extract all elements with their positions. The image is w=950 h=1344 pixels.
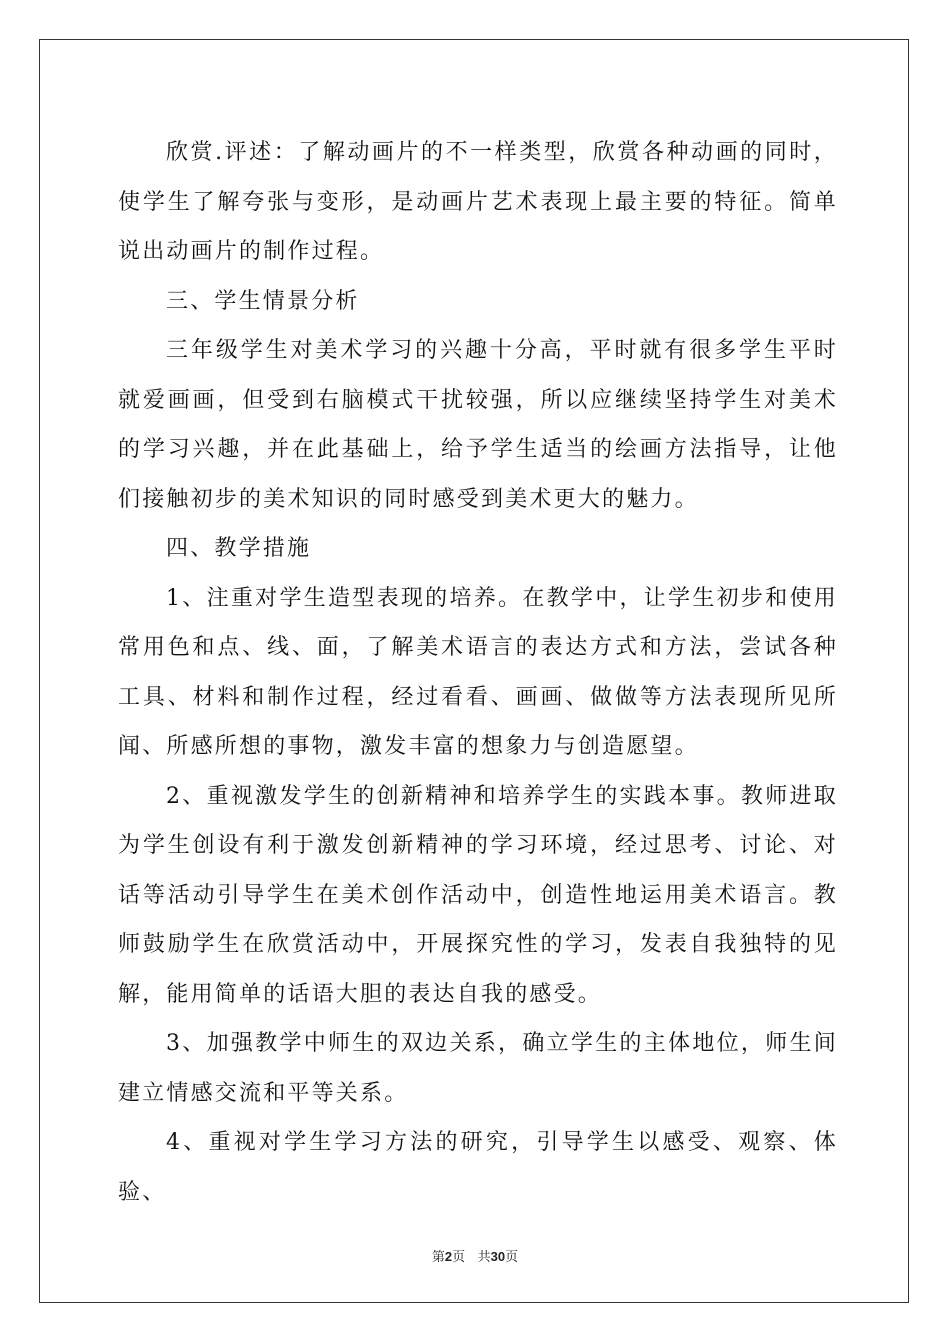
total-prefix: 共: [477, 1250, 491, 1265]
paragraph: 2、重视激发学生的创新精神和培养学生的实践本事。教师进取为学生创设有利于激发创新精神的学习环境，经过思考、讨论、对话等活动引导学生在美术创作活动中，创造性地运用美术语言。教师鼓励学生在欣赏活动中，开展探究性的学习，发表自我独特的见解，能用简单的话语大胆的表达自我的感受。: [118, 783, 838, 1007]
page-number: 2: [444, 1249, 453, 1264]
paragraph: 欣赏.评述：了解动画片的不一样类型，欣赏各种动画的同时，使学生了解夸张与变形，是动画片艺术表现上最主要的特征。简单说出动画片的制作过程。: [118, 140, 838, 264]
paragraph: 3、加强教学中师生的双边关系，确立学生的主体地位，师生间建立情感交流和平等关系。: [118, 1031, 838, 1106]
page-suffix: 页: [452, 1250, 466, 1265]
section-heading: 四、教学措施: [166, 536, 312, 561]
paragraph: 1、注重对学生造型表现的培养。在教学中，让学生初步和使用常用色和点、线、面，了解美术语言的表达方式和方法，尝试各种工具、材料和制作过程，经过看看、画画、做做等方法表现所见所闻、所感所想的事物，激发丰富的想象力与创造愿望。: [118, 585, 838, 759]
page-footer: [0, 1246, 950, 1265]
paragraph: 三年级学生对美术学习的兴趣十分高，平时就有很多学生平时就爱画画，但受到右脑模式干扰较强，所以应继续坚持学生对美术的学习兴趣，并在此基础上，给予学生适当的绘画方法指导，让他们接触初步的美术知识的同时感受到美术更大的魅力。: [118, 338, 838, 512]
total-pages: 30: [490, 1249, 506, 1264]
document-body: [118, 128, 838, 1217]
paragraph: 4、重视对学生学习方法的研究，引导学生以感受、观察、体验、: [118, 1130, 838, 1205]
page-prefix: 第: [431, 1250, 445, 1265]
total-suffix: 页: [505, 1250, 519, 1265]
section-heading: 三、学生情景分析: [166, 288, 360, 314]
